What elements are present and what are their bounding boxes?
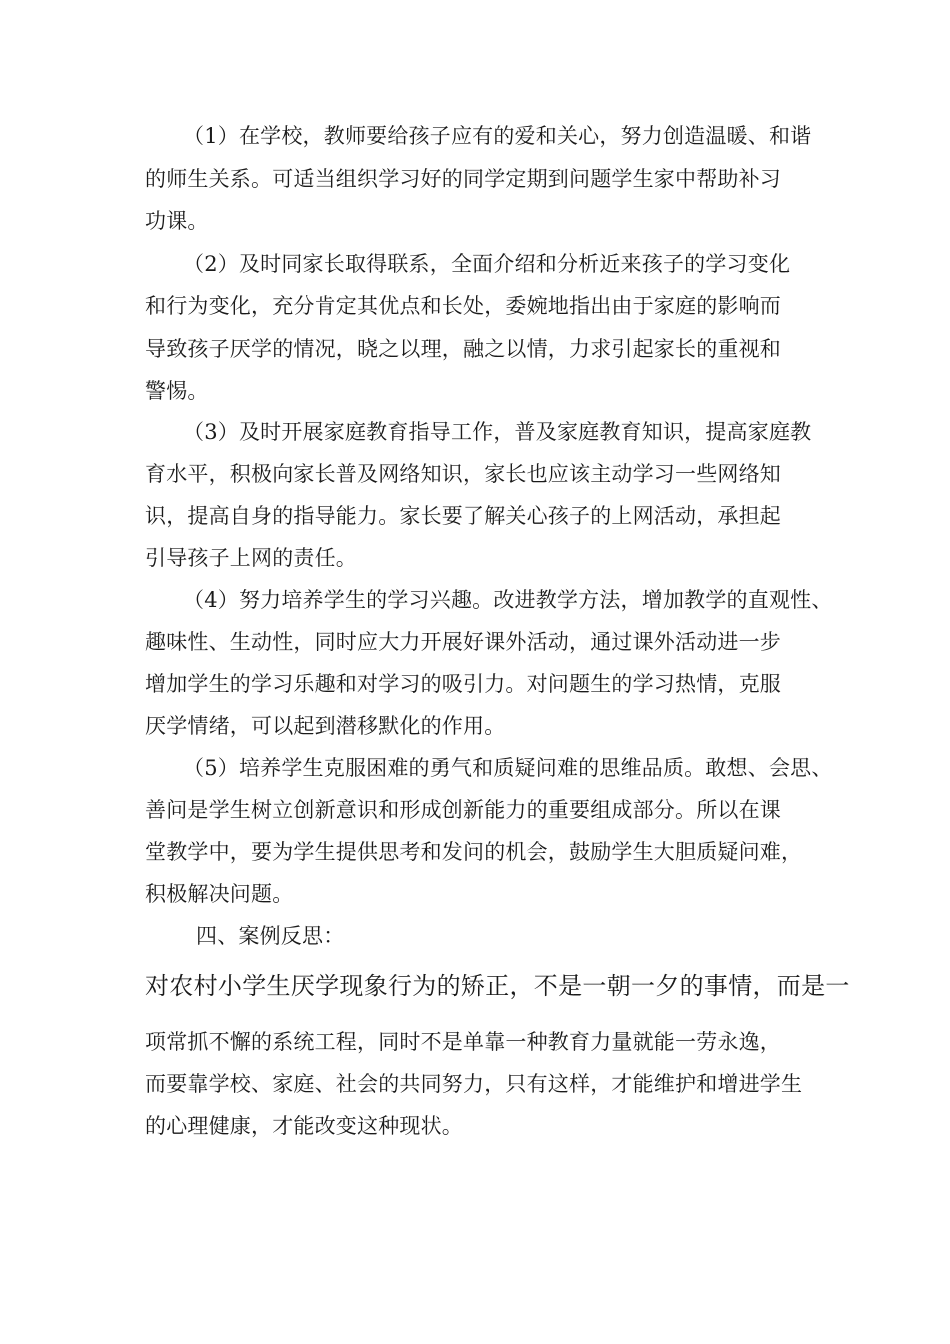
paragraph-1-line-3: 功课。 bbox=[145, 209, 209, 233]
paragraph-2-line-4: 警惕。 bbox=[145, 379, 209, 403]
paragraph-1-line-2: 的师生关系。可适当组织学习好的同学定期到问题学生家中帮助补习 bbox=[145, 167, 781, 191]
paragraph-4-line-2: 趣味性、生动性，同时应大力开展好课外活动，通过课外活动进一步 bbox=[145, 630, 781, 654]
section-heading: 四、案例反思： bbox=[196, 924, 345, 948]
paragraph-3-line-1: （3）及时开展家庭教育指导工作，普及家庭教育知识，提高家庭教 bbox=[183, 420, 812, 444]
paragraph-5-line-4: 积极解决问题。 bbox=[145, 882, 294, 906]
paragraph-4-line-3: 增加学生的学习乐趣和对学习的吸引力。对问题生的学习热情，克服 bbox=[145, 672, 781, 696]
reflection-line-2: 项常抓不懈的系统工程，同时不是单靠一种教育力量就能一劳永逸， bbox=[145, 1030, 781, 1054]
paragraph-2-line-2: 和行为变化，充分肯定其优点和长处，委婉地指出由于家庭的影响而 bbox=[145, 294, 781, 318]
reflection-line-4: 的心理健康，才能改变这种现状。 bbox=[145, 1114, 463, 1138]
reflection-line-1: 对农村小学生厌学现象行为的矫正，不是一朝一夕的事情，而是一 bbox=[145, 972, 850, 1000]
paragraph-1-line-1: （1）在学校，教师要给孩子应有的爱和关心，努力创造温暖、和谐 bbox=[183, 124, 812, 148]
paragraph-3-line-4: 引导孩子上网的责任。 bbox=[145, 546, 357, 570]
paragraph-5-line-1: （5）培养学生克服困难的勇气和质疑问难的思维品质。敢想、会思、 bbox=[183, 756, 833, 780]
paragraph-3-line-2: 育水平，积极向家长普及网络知识，家长也应该主动学习一些网络知 bbox=[145, 462, 781, 486]
paragraph-4-line-4: 厌学情绪，可以起到潜移默化的作用。 bbox=[145, 714, 506, 738]
paragraph-4-line-1: （4）努力培养学生的学习兴趣。改进教学方法，增加教学的直观性、 bbox=[183, 588, 833, 612]
paragraph-2-line-1: （2）及时同家长取得联系，全面介绍和分析近来孩子的学习变化 bbox=[183, 252, 791, 276]
paragraph-3-line-3: 识，提高自身的指导能力。家长要了解关心孩子的上网活动，承担起 bbox=[145, 504, 781, 528]
reflection-line-3: 而要靠学校、家庭、社会的共同努力，只有这样，才能维护和增进学生 bbox=[145, 1072, 803, 1096]
paragraph-5-line-3: 堂教学中，要为学生提供思考和发问的机会，鼓励学生大胆质疑问难， bbox=[145, 840, 803, 864]
paragraph-5-line-2: 善问是学生树立创新意识和形成创新能力的重要组成部分。所以在课 bbox=[145, 798, 781, 822]
paragraph-2-line-3: 导致孩子厌学的情况，晓之以理，融之以情，力求引起家长的重视和 bbox=[145, 337, 781, 361]
